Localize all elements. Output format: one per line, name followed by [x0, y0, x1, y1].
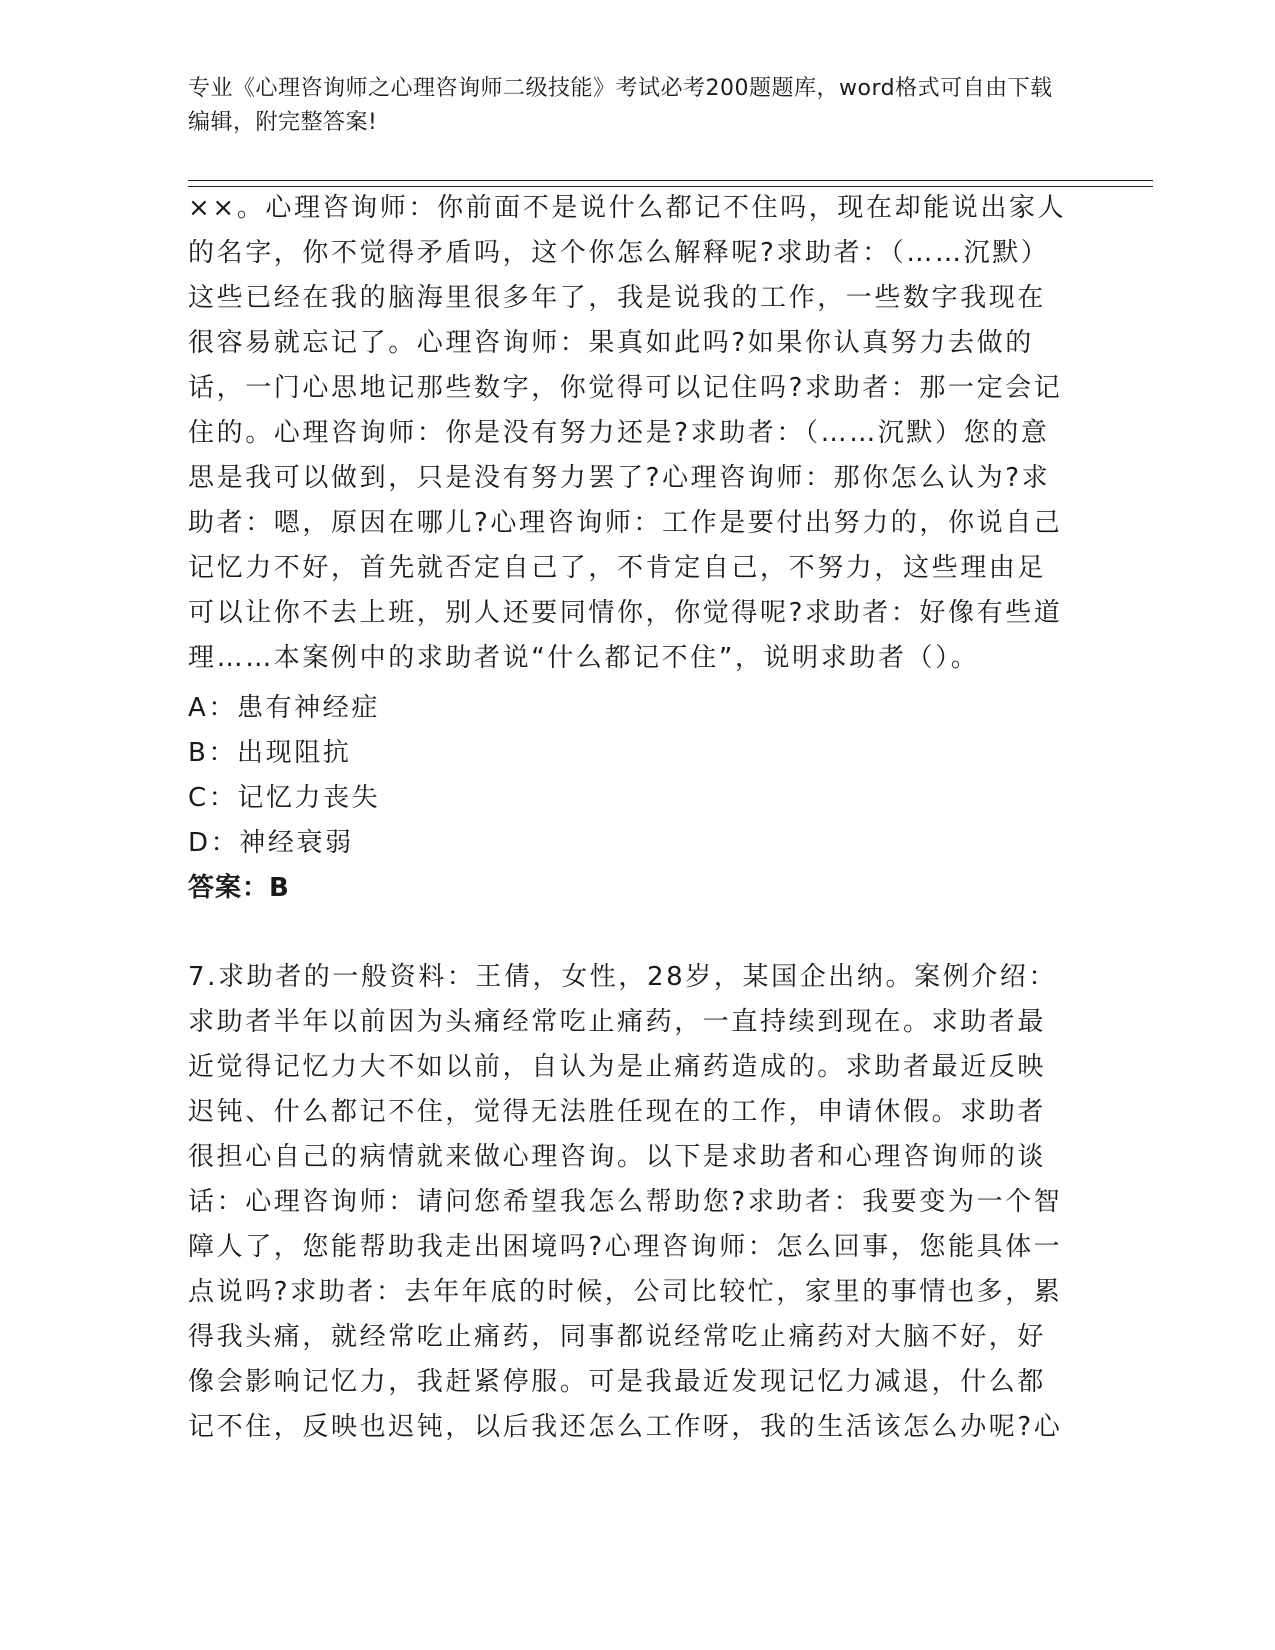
- option-b: B：出现阻抗: [188, 738, 352, 768]
- option-d: D：神经衰弱: [188, 828, 354, 858]
- option-c: C：记忆力丧失: [188, 783, 381, 813]
- question-6-options: [188, 686, 1068, 866]
- question-6-answer: 答案：B: [188, 873, 290, 903]
- question-6-text: ××。心理咨询师：你前面不是说什么都记不住吗，现在却能说出家人的名字，你不觉得矛盾吗，这个你怎么解释呢?求助者：（……沉默）这些已经在我的脑海里很多年了，我是说我的工作，一些数字我现在很容易就忘记了。心理咨询师：果真如此吗?如果你认真努力去做的话，一门心思地记那些数字，你觉得可以记住吗?求助者：那一定会记住的。心理咨询师：你是没有努力还是?求助者：（……沉默）您的意思是我可以做到，只是没有努力罢了?心理咨询师：那你怎么认为?求助者：嗯，原因在哪儿?心理咨询师：工作是要付出努力的，你说自己记忆力不好，首先就否定自己了，不肯定自己，不努力，这些理由足可以让你不去上班，别人还要同情你，你觉得呢?求助者：好像有些道理……本案例中的求助者说“什么都记不住”，说明求助者（）。: [188, 193, 1067, 673]
- option-a: A：患有神经症: [188, 693, 380, 723]
- question-7-text: 7.求助者的一般资料：王倩，女性，28岁，某国企出纳。案例介绍：求助者半年以前因为头痛经常吃止痛药，一直持续到现在。求助者最近觉得记忆力大不如以前，自认为是止痛药造成的。求助者最近反映迟钝、什么都记不住，觉得无法胜任现在的工作，申请休假。求助者很担心自己的病情就来做心理咨询。以下是求助者和心理咨询师的谈话：心理咨询师：请问您希望我怎么帮助您?求助者：我要变为一个智障人了，您能帮助我走出困境吗?心理咨询师：怎么回事，您能具体一点说吗?求助者：去年年底的时候，公司比较忙，家里的事情也多，累得我头痛，就经常吃止痛药，同事都说经常吃止痛药对大脑不好，好像会影响记忆力，我赶紧停服。可是我最近发现记忆力减退，什么都记不住，反映也迟钝，以后我还怎么工作呀，我的生活该怎么办呢?心: [188, 962, 1063, 1442]
- document-header: 专业《心理咨询师之心理咨询师二级技能》考试必考200题题库，word格式可自由下载编辑，附完整答案!: [188, 76, 1053, 135]
- header-rule-top: [188, 180, 1153, 181]
